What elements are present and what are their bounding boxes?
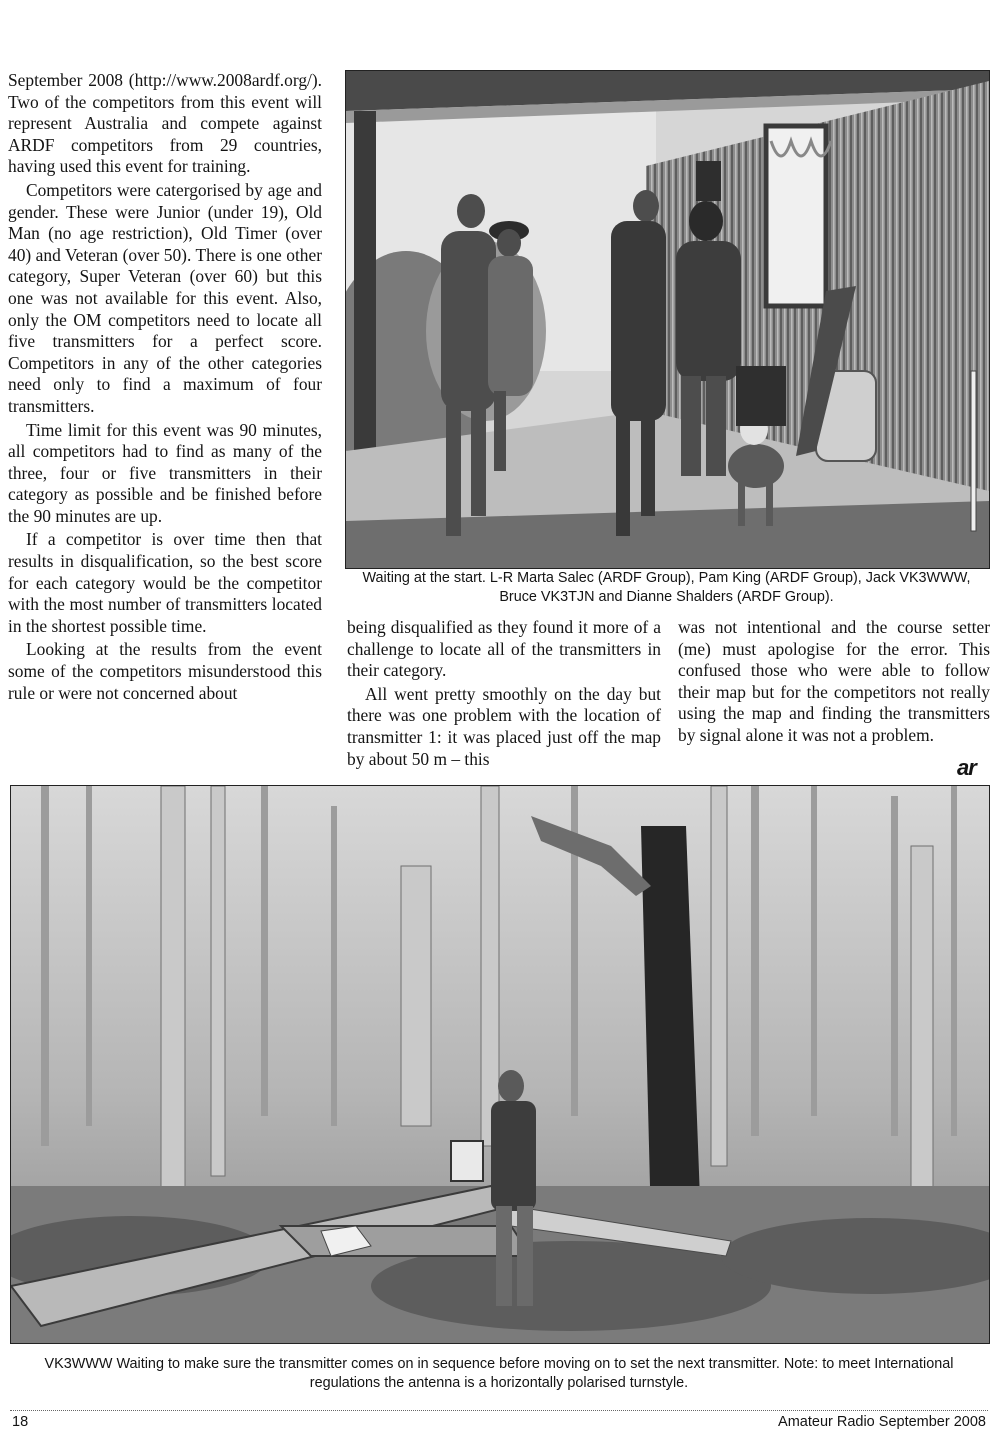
end-of-article-logo: ar: [957, 755, 976, 780]
photo-caption-top: Waiting at the start. L-R Marta Salec (ARDF Group), Pam King (ARDF Group), Jack VK3WWW, Bruce VK3TJN and Dianne Shalders (ARDF Group).: [362, 570, 971, 605]
paragraph: September 2008 (http://www.2008ardf.org/). Two of the competitors from this event will represent Australia and compete against ARDF competitors from 29 countries, having used this event for training.: [8, 70, 322, 177]
paragraph: being disqualified as they found it more of a challenge to locate all of the transmitters in their category.: [347, 617, 661, 681]
photo-start-line: [345, 70, 990, 569]
paragraph: All went pretty smoothly on the day but there was one problem with the location of transmitter 1: it was placed just off the map by about 50 m – this: [347, 683, 661, 769]
paragraph: Competitors were catergorised by age and gender. These were Junior (under 19), Old Man (no age restriction), Old Timer (over 40) and Veteran (over 50). There is one other category, Super Veteran (over 60) but this one was not available for this event. Also, only the OM competitors need to locate all five transmitters for a perfect score. Competitors in any of the other categories need only to find a maximum of four transmitters.: [8, 179, 322, 416]
photo-forest-transmitter: [10, 785, 990, 1344]
running-footer: Amateur Radio September 2008: [778, 1414, 986, 1430]
page-number: 18: [12, 1414, 29, 1430]
footer-divider: [10, 1410, 988, 1411]
photo-caption-bottom: VK3WWW Waiting to make sure the transmitter comes on in sequence before moving on to set the next transmitter. Note: to meet International regulations the antenna is a horizontally polarised turnstyle.: [44, 1356, 954, 1391]
paragraph: If a competitor is over time then that results in disqualification, so the best score for each category would be the competitor with the most number of transmitters located in the shortest possible time.: [8, 529, 322, 636]
paragraph: was not intentional and the course setter (me) must apologise for the error. This confused those who were able to follow their map but for the competitors not really using the map and finding the transmitters by signal alone it was not a problem.: [678, 617, 990, 745]
paragraph: Looking at the results from the event some of the competitors misunderstood this rule or were not concerned about: [8, 639, 322, 703]
article-column-1: [8, 70, 322, 706]
paragraph: Time limit for this event was 90 minutes, all competitors had to find as many of the three, four or five transmitters in their category as possible and be finished before the 90 minutes are up.: [8, 419, 322, 526]
article-column-3: [678, 617, 990, 749]
article-column-2: [347, 617, 661, 772]
